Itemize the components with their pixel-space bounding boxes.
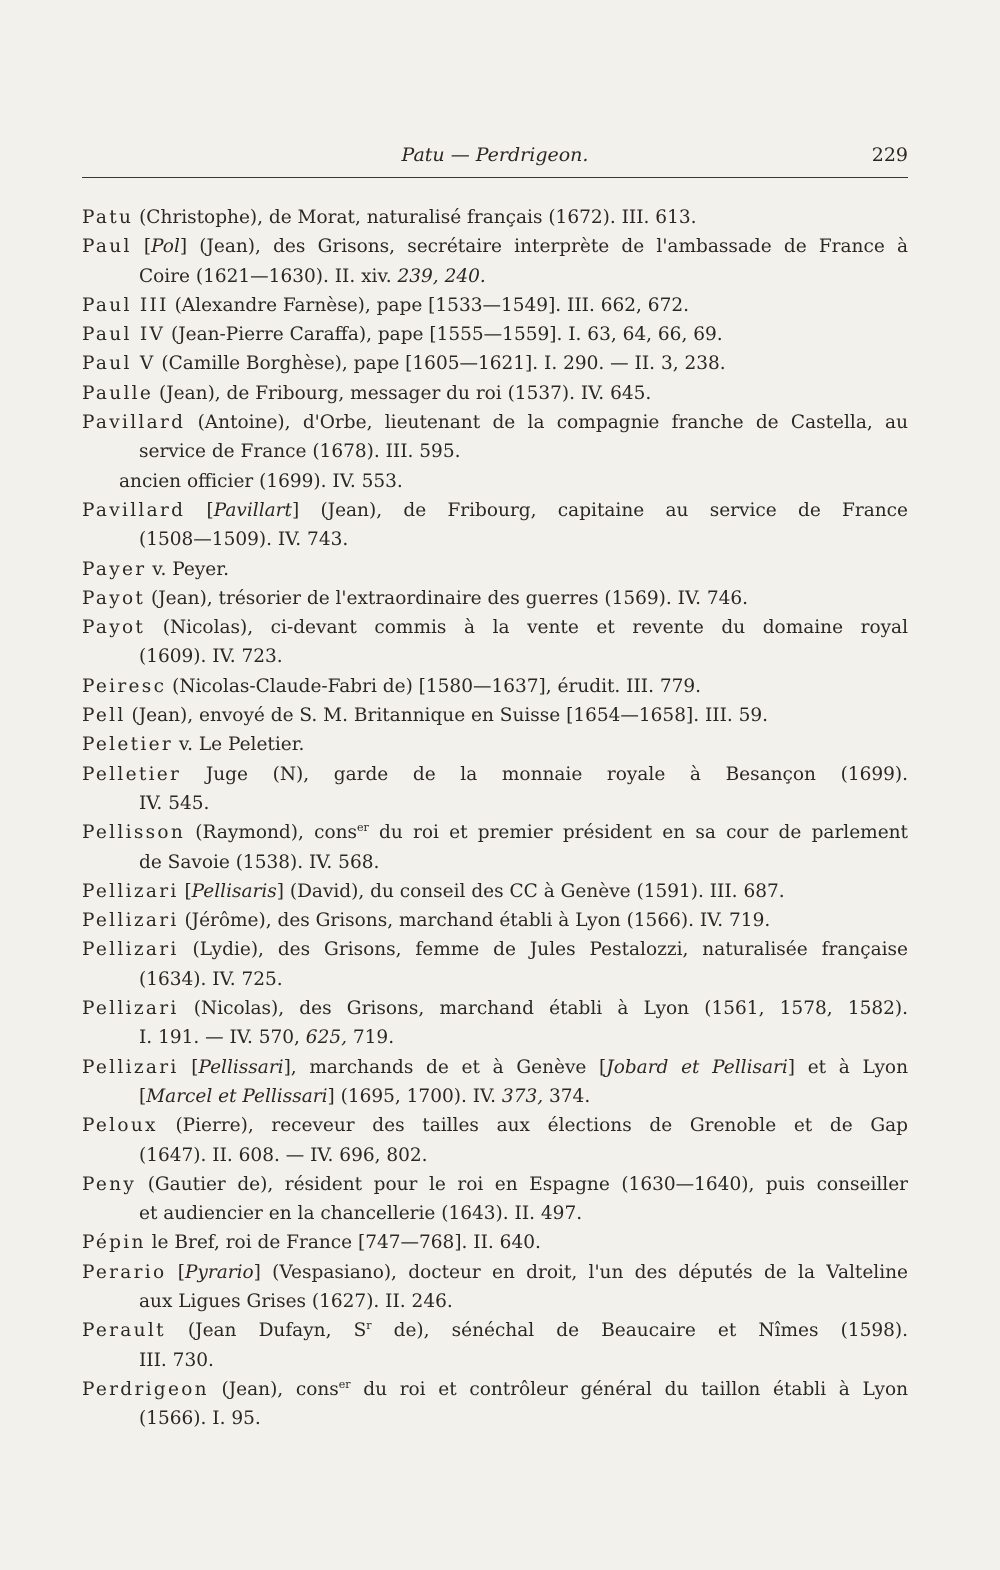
headword: Peletier [82, 734, 173, 756]
headword: Paul III [82, 294, 169, 316]
headword: Perario [82, 1261, 167, 1283]
index-entry-line [82, 1111, 908, 1140]
index-entry-line [82, 349, 908, 378]
entry-text: (Jean), cons [208, 1378, 339, 1400]
index-continuation-line [82, 1346, 908, 1375]
italic-text: Marcel et Pellissari [146, 1085, 328, 1107]
headword: Pavillard [82, 499, 186, 521]
entry-text: (Jean), envoyé de S. M. Britannique en Suisse [1654—1658]. III. 59. [125, 705, 769, 727]
entry-text: (1647). II. 608. — IV. 696, 802. [139, 1144, 428, 1166]
entry-text: (1634). IV. 725. [139, 968, 283, 990]
index-entry-line [82, 994, 908, 1023]
headword: Pellizari [82, 910, 179, 932]
index-continuation-line [82, 1082, 908, 1111]
italic-text: 239, 240. [397, 265, 486, 287]
headword: Paul [82, 236, 132, 258]
index-entry-line [82, 1170, 908, 1199]
headword: Pelletier [82, 763, 182, 785]
headword: Pavillard [82, 412, 186, 434]
entry-text: 374. [543, 1085, 591, 1107]
entry-text: de), sénéchal de Beaucaire et Nîmes (1598). [371, 1320, 908, 1342]
entry-text: (Antoine), d'Orbe, lieutenant de la compagnie franche de Castella, au [185, 412, 908, 434]
entry-text: (Jérôme), des Grisons, marchand établi à Lyon (1566). IV. 719. [178, 910, 771, 932]
entry-text: xiv [361, 265, 386, 287]
running-title: Patu — Perdrigeon. [401, 144, 589, 166]
italic-text: Jobard et Pellisari [606, 1056, 788, 1078]
italic-text: Pol [151, 236, 180, 258]
entry-text: III. 730. [139, 1349, 214, 1371]
entry-text: v. Peyer. [146, 558, 229, 580]
entry-text: ] (Jean), de Fribourg, capitaine au service de France [291, 499, 908, 521]
headword: Payot [82, 587, 146, 609]
entry-text: et audiencier en la chancellerie (1643). II. 497. [139, 1203, 583, 1225]
headword: Pellizari [82, 1056, 179, 1078]
entry-text: (1609). IV. 723. [139, 646, 283, 668]
index-entry-line [82, 877, 908, 906]
index-entry-line [82, 613, 908, 642]
entry-text: (Alexandre Farnèse), pape [1533—1549]. III. 662, 672. [168, 294, 689, 316]
index-entry-line [82, 1375, 908, 1404]
index-continuation-line [82, 262, 908, 291]
index-continuation-line [82, 1404, 908, 1433]
entry-text: Coire (1621—1630). II. [139, 265, 362, 287]
index-continuation-line [82, 1141, 908, 1170]
index-continuation-line [82, 1199, 908, 1228]
index-continuation-line [82, 1023, 908, 1052]
index-entry-line [82, 1258, 908, 1287]
headword: Pellizari [82, 939, 179, 961]
headword: Patu [82, 207, 134, 228]
index-entry-line [82, 906, 908, 935]
index-continuation-line [82, 965, 908, 994]
index-entries [82, 203, 908, 1433]
index-continuation-line [82, 642, 908, 671]
entry-text: (Jean), de Fribourg, messager du roi (1537). IV. 645. [153, 382, 652, 404]
entry-text: service de France (1678). III. 595. [139, 441, 461, 463]
entry-text: (Pierre), receveur des tailles aux élections de Grenoble et de Gap [157, 1115, 908, 1137]
index-continuation-line [82, 437, 908, 466]
entry-text: (Nicolas), ci-devant commis à la vente et revente du domaine royal [145, 617, 908, 639]
headword: Payer [82, 558, 147, 580]
entry-text: aux Ligues Grises (1627). II. 246. [139, 1290, 453, 1312]
headword: Perdrigeon [82, 1378, 209, 1400]
index-entry-line [82, 1053, 908, 1082]
entry-text: IV. 545. [139, 792, 210, 814]
entry-text: (Camille Borghèse), pape [1605—1621]. I. 290. — II. 3, 238. [155, 353, 726, 375]
headword: Pell [82, 705, 126, 727]
index-entry-line [82, 672, 908, 701]
entry-text: Juge (N), garde de la monnaie royale à Besançon (1699). [181, 763, 908, 785]
index-entry-line [82, 935, 908, 964]
entry-text: (Nicolas-Claude-Fabri de) [1580—1637], érudit. III. 779. [166, 675, 702, 697]
index-entry-line [82, 291, 908, 320]
index-continuation-line [82, 467, 908, 496]
headword: Pellizari [82, 880, 179, 902]
entry-text: (Lydie), des Grisons, femme de Jules Pestalozzi, naturalisée française [178, 939, 908, 961]
entry-text: (Jean Dufayn, S [165, 1320, 367, 1342]
running-head [82, 140, 908, 174]
headword: Peiresc [82, 675, 167, 697]
italic-text: Pellisaris [191, 880, 277, 902]
entry-text: [ [131, 236, 152, 258]
index-entry-line [82, 379, 908, 408]
headword: Peny [82, 1173, 137, 1195]
entry-text: du roi et contrôleur général du taillon établi à Lyon [350, 1378, 908, 1400]
entry-text: v. Le Peletier. [172, 734, 305, 756]
entry-text: de Savoie (1538). IV. 568. [139, 851, 380, 873]
entry-text: (Jean), trésorier de l'extraordinaire des guerres (1569). IV. 746. [145, 587, 749, 609]
entry-text: (1508—1509). IV. 743. [139, 529, 349, 551]
entry-text: [ [185, 499, 214, 521]
headword: Pellizari [82, 998, 179, 1020]
entry-text: (Christophe), de Morat, naturalisé français (1672). III. 613. [133, 207, 697, 228]
index-continuation-line [82, 525, 908, 554]
header-rule [82, 177, 908, 178]
headword: Pellisson [82, 822, 186, 844]
index-entry-line [82, 584, 908, 613]
index-entry-line [82, 760, 908, 789]
entry-text: ancien officier (1699). IV. 553. [119, 470, 403, 492]
index-continuation-line [82, 1287, 908, 1316]
entry-text: I. 191. — IV. 570, [139, 1027, 306, 1049]
entry-text: ], marchands de et à Genève [ [283, 1056, 607, 1078]
index-continuation-line [82, 848, 908, 877]
entry-text: (1566). I. 95. [139, 1408, 261, 1430]
index-entry-line [82, 818, 908, 847]
entry-text: [ [178, 880, 192, 902]
entry-text: (Jean-Pierre Caraffa), pape [1555—1559]. I. 63, 64, 66, 69. [165, 324, 723, 346]
index-entry-line [82, 701, 908, 730]
headword: Paul IV [82, 324, 166, 346]
entry-text: . [385, 265, 398, 287]
superscript: er [338, 1377, 351, 1391]
headword: Paulle [82, 382, 154, 404]
entry-text: ] (1695, 1700). IV. [327, 1085, 502, 1107]
entry-text: [ [166, 1261, 185, 1283]
index-entry-line [82, 496, 908, 525]
headword: Peloux [82, 1115, 158, 1137]
entry-text: [ [178, 1056, 199, 1078]
index-entry-line [82, 320, 908, 349]
entry-text: ] et à Lyon [787, 1056, 908, 1078]
index-entry-line [82, 232, 908, 261]
entry-text: du roi et premier président en sa cour de parlement [368, 822, 908, 844]
entry-text: (Raymond), cons [185, 822, 358, 844]
entry-text: ] (David), du conseil des CC à Genève (1591). III. 687. [276, 880, 785, 902]
italic-text: 625, [305, 1027, 347, 1049]
italic-text: Pellissari [198, 1056, 284, 1078]
index-continuation-line [82, 789, 908, 818]
entry-text: (Nicolas), des Grisons, marchand établi à Lyon (1561, 1578, 1582). [178, 998, 908, 1020]
index-entry-line [82, 555, 908, 584]
index-entry-line [82, 1228, 908, 1257]
headword: Paul V [82, 353, 156, 375]
entry-text: 719. [347, 1027, 395, 1049]
index-entry-line [82, 203, 908, 232]
entry-text: [ [139, 1085, 147, 1107]
index-entry-line [82, 1316, 908, 1345]
italic-text: Pyrario [184, 1261, 254, 1283]
entry-text: le Bref, roi de France [747—768]. II. 640. [145, 1232, 541, 1254]
page-number: 229 [871, 144, 908, 166]
superscript: r [366, 1319, 372, 1333]
entry-text: (Gautier de), résident pour le roi en Espagne (1630—1640), puis conseiller [136, 1173, 908, 1195]
italic-text: 373, [501, 1085, 544, 1107]
index-entry-line [82, 730, 908, 759]
headword: Perault [82, 1320, 166, 1342]
superscript: er [357, 821, 369, 835]
entry-text: ] (Vespasiano), docteur en droit, l'un des députés de la Valteline [253, 1261, 908, 1283]
italic-text: Pavillart [213, 499, 292, 521]
headword: Payot [82, 617, 146, 639]
headword: Pépin [82, 1232, 146, 1254]
entry-text: ] (Jean), des Grisons, secrétaire interprète de l'ambassade de France à [179, 236, 908, 258]
index-entry-line [82, 408, 908, 437]
